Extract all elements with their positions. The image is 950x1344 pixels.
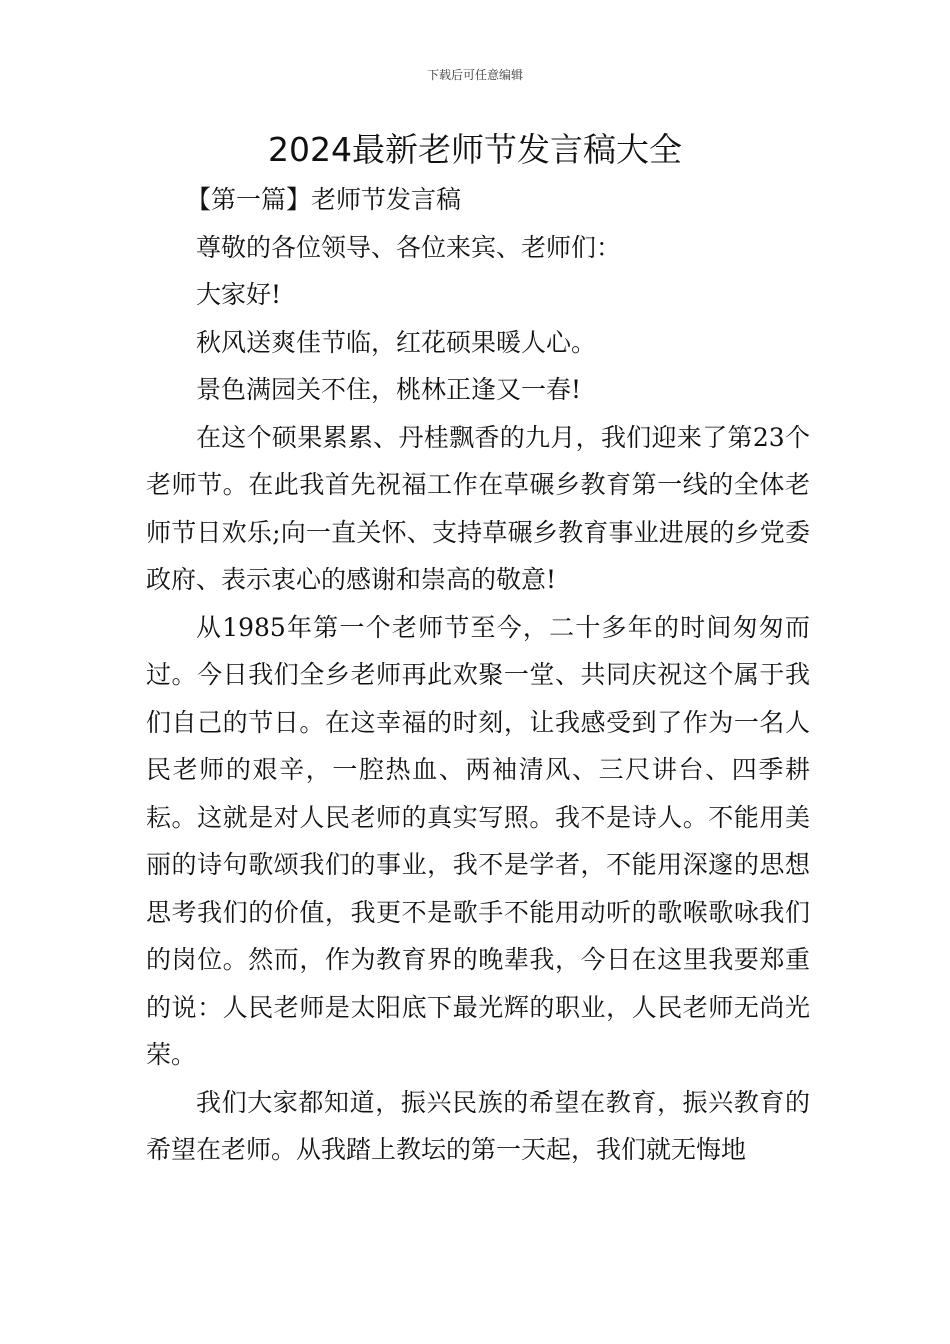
- section-heading: 【第一篇】老师节发言稿: [186, 185, 462, 214]
- document-body: [146, 176, 810, 1174]
- paragraph-verse-2: 景色满园关不住，桃林正逢又一春!: [196, 375, 582, 404]
- header-note: 下载后可任意编辑: [426, 68, 523, 82]
- paragraph-body-3: 我们大家都知道，振兴民族的希望在教育，振兴教育的希望在老师。从我踏上教坛的第一天起，我们就无悔地: [146, 1087, 810, 1164]
- document-title: 2024最新老师节发言稿大全: [268, 130, 682, 169]
- paragraph-body-1: 在这个硕果累累、丹桂飘香的九月，我们迎来了第23个老师节。在此我首先祝福工作在草碾乡教育第一线的全体老师节日欢乐;向一直关怀、支持草碾乡教育事业进展的乡党委政府、表示衷心的感谢和崇高的敬意!: [146, 422, 810, 594]
- paragraph-verse-1: 秋风送爽佳节临，红花硕果暖人心。: [196, 327, 597, 357]
- paragraph-greeting-address: 尊敬的各位领导、各位来宾、老师们：: [196, 232, 622, 262]
- paragraph-greeting: 大家好!: [196, 280, 282, 309]
- paragraph-body-2: 从1985年第一个老师节至今，二十多年的时间匆匆而过。今日我们全乡老师再此欢聚一堂、共同庆祝这个属于我们自己的节日。在这幸福的时刻，让我感受到了作为一名人民老师的艰辛，一腔热血、两袖清风、三尺讲台、四季耕耘。这就是对人民老师的真实写照。我不是诗人。不能用美丽的诗句歌颂我们的事业，我不是学者，不能用深邃的思想思考我们的价值，我更不是歌手不能用动听的歌喉歌咏我们的岗位。然而，作为教育界的晚辈我，今日在这里我要郑重的说：人民老师是太阳底下最光辉的职业，人民老师无尚光荣。: [146, 612, 810, 1069]
